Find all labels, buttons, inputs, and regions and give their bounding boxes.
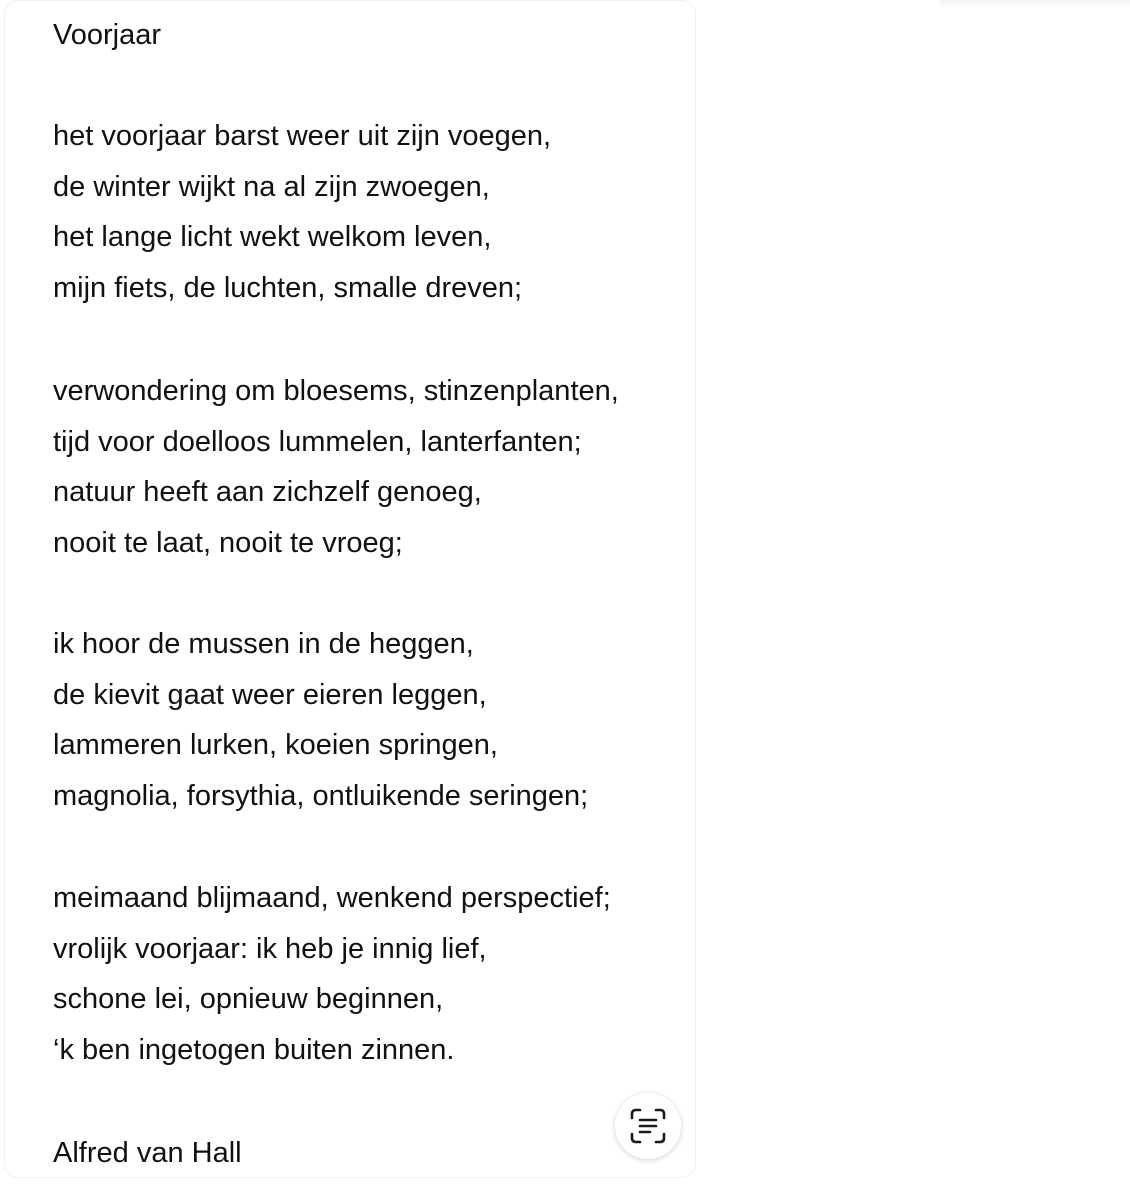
poem-line: ‘k ben ingetogen buiten zinnen. xyxy=(53,1034,455,1067)
live-text-button[interactable] xyxy=(615,1093,681,1159)
poem-line: verwondering om bloesems, stinzenplanten, xyxy=(53,375,619,407)
stanza-2 xyxy=(53,366,619,569)
poem-line: lammeren lurken, koeien springen, xyxy=(53,729,498,762)
live-text-icon xyxy=(628,1106,668,1146)
poem-line: ik hoor de mussen in de heggen, xyxy=(53,628,474,660)
poem-line: de kievit gaat weer eieren leggen, xyxy=(53,678,487,711)
stanza-3 xyxy=(53,619,588,822)
poem-line: magnolia, forsythia, ontluikende seringen; xyxy=(53,780,589,813)
poem-line: tijd voor doelloos lummelen, lanterfanten; xyxy=(53,425,582,458)
stanza-4 xyxy=(53,873,611,1076)
note-card xyxy=(4,0,696,1178)
window-edge-shade xyxy=(940,0,1130,8)
poem-line: het lange licht wekt welkom leven, xyxy=(53,221,492,254)
stanza-1 xyxy=(53,111,551,314)
poem-line: het voorjaar barst weer uit zijn voegen, xyxy=(53,120,552,152)
poem-line: vrolijk voorjaar: ik heb je innig lief, xyxy=(53,932,487,965)
poem-line: schone lei, opnieuw beginnen, xyxy=(53,983,444,1016)
poem-line: meimaand blijmaand, wenkend perspectief; xyxy=(53,882,611,914)
poem-line: natuur heeft aan zichzelf genoeg, xyxy=(53,476,482,509)
author-name: Alfred van Hall xyxy=(53,1137,242,1169)
poem-line: de winter wijkt na al zijn zwoegen, xyxy=(53,170,490,203)
poem-line: nooit te laat, nooit te vroeg; xyxy=(53,527,403,560)
note-title: Voorjaar xyxy=(53,19,162,51)
poem-line: mijn fiets, de luchten, smalle dreven; xyxy=(53,272,523,305)
